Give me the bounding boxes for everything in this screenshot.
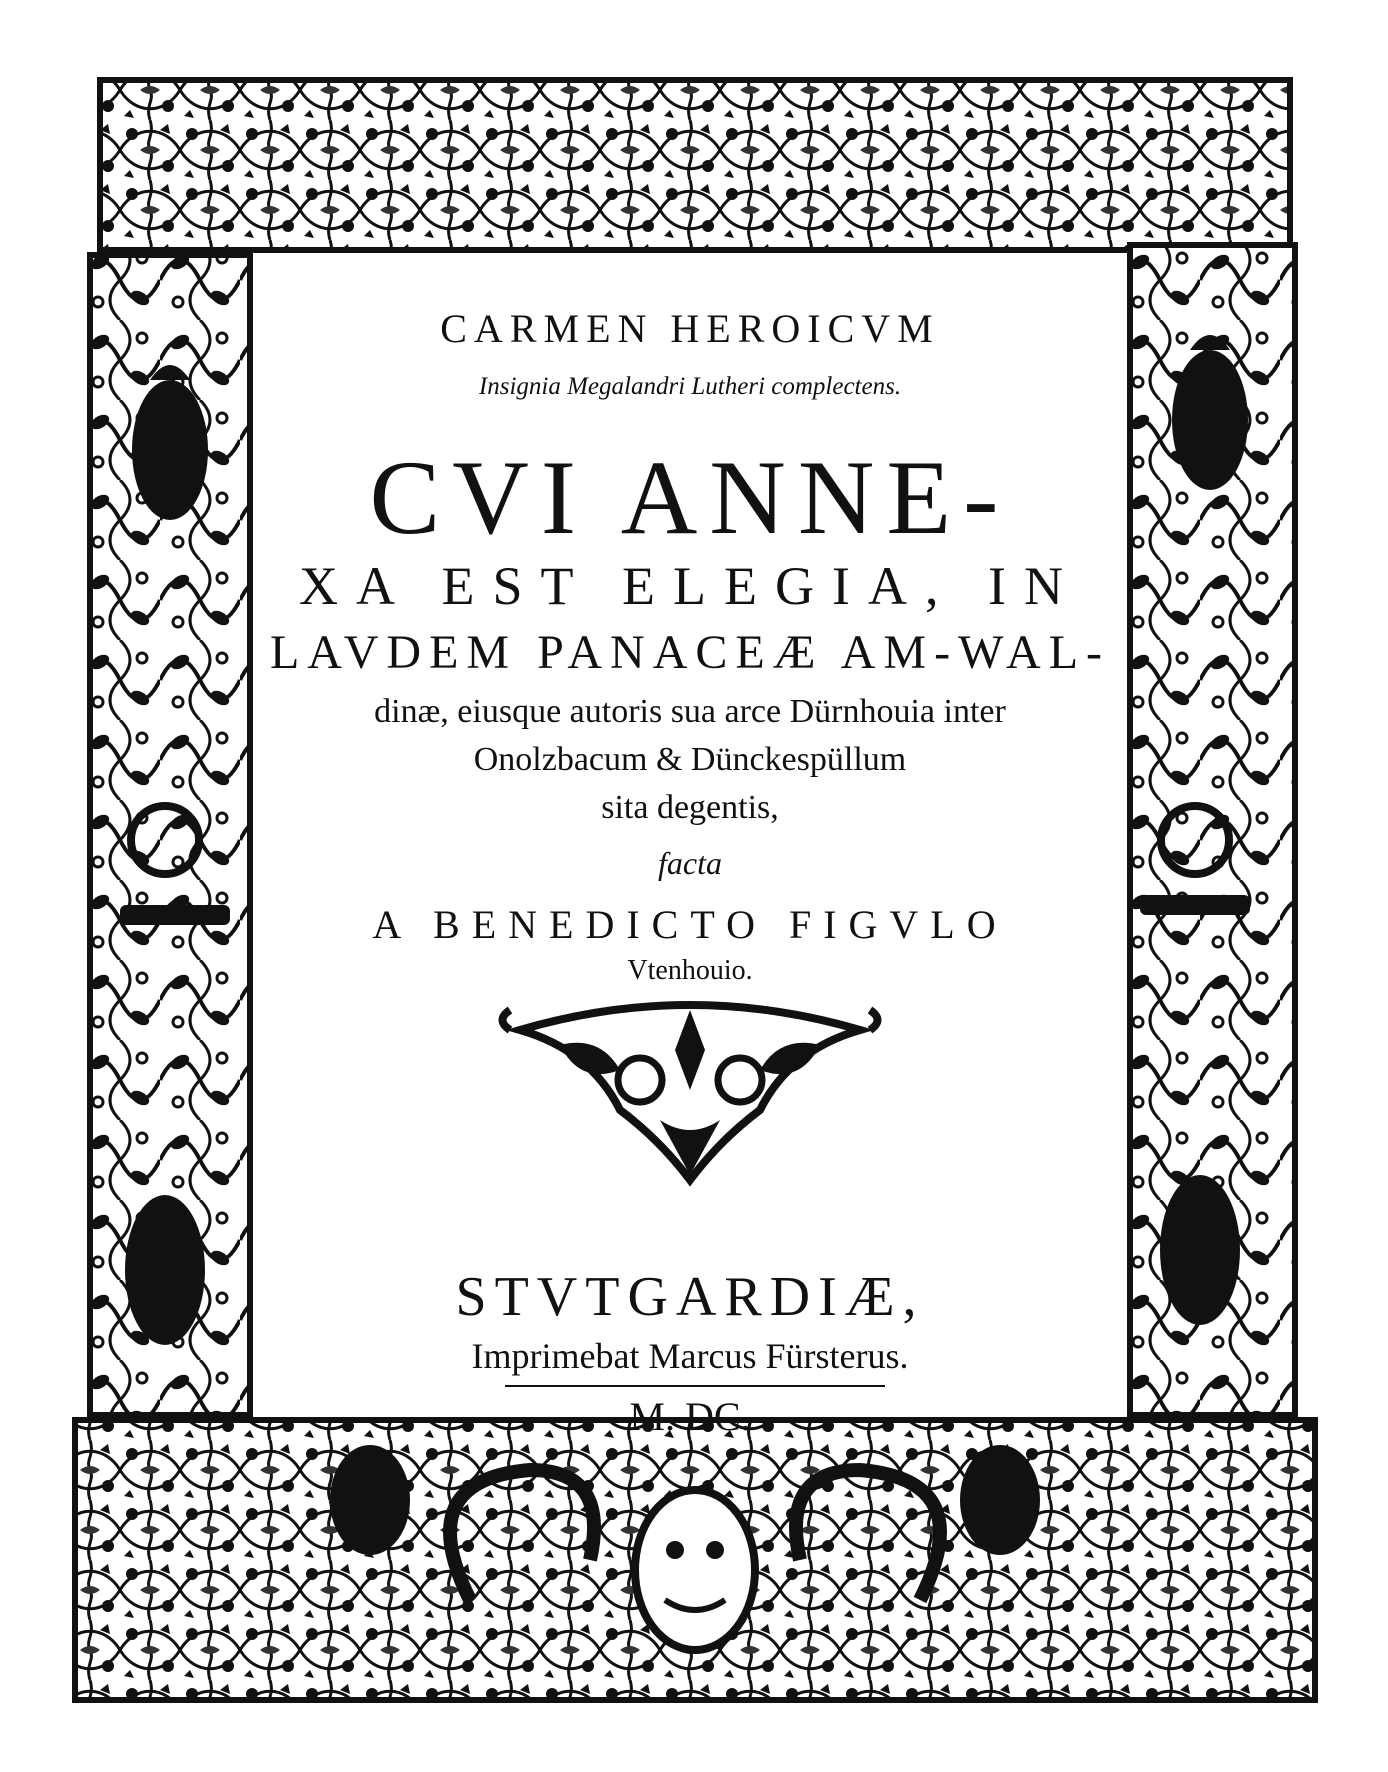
heading-line-2: XA EST ELEGIA, IN [299, 556, 1081, 616]
imprint-city: STVTGARDIÆ, [455, 1266, 925, 1328]
body-line-1: dinæ, eiusque autoris sua arce Dürnhouia inter [374, 693, 1006, 730]
text-panel [255, 255, 1125, 1439]
title-line-1: CARMEN HEROICVM [440, 306, 940, 351]
title-line-2: Insignia Megalandri Lutheri complectens. [478, 373, 902, 400]
author-line-1: A BENEDICTO FIGVLO [372, 902, 1008, 947]
imprint-year: M. DC. [629, 1394, 751, 1439]
author-line-2: Vtenhouio. [627, 955, 753, 986]
fleuron-ornament [490, 990, 890, 1190]
imprint-printer: Imprimebat Marcus Fürsterus. [471, 1336, 909, 1376]
imprint-rule [505, 1385, 885, 1387]
body-line-2: Onolzbacum & Dünckespüllum [473, 741, 907, 778]
heading-large: CVI ANNE- [369, 439, 1011, 556]
body-line-4: facta [658, 845, 722, 881]
body-line-3: sita degentis, [601, 789, 779, 826]
heading-line-3: LAVDEM PANACEÆ AM-WAL- [269, 626, 1111, 679]
